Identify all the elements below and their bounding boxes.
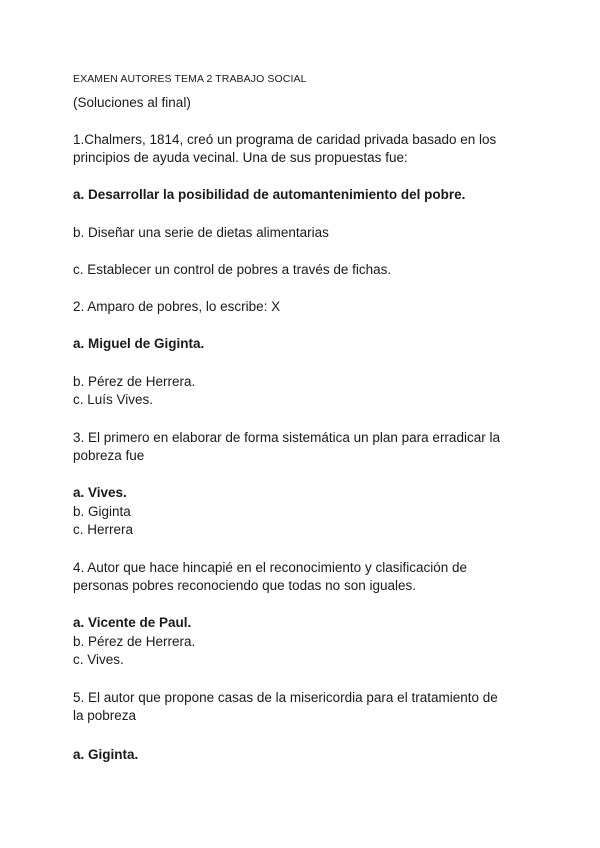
document-subtitle: (Soluciones al final) [73,95,191,110]
question-4-line-2: personas pobres reconociendo que todas no son iguales. [73,578,416,593]
question-1-option-c: c. Establecer un control de pobres a través de fichas. [73,262,392,277]
document-title: EXAMEN AUTORES TEMA 2 TRABAJO SOCIAL [73,73,307,85]
question-2-line-1: 2. Amparo de pobres, lo escribe: X [73,299,281,314]
question-5-line-1: 5. El autor que propone casas de la misericordia para el tratamiento de [73,690,498,705]
question-3-option-c: c. Herrera [73,522,134,537]
question-3-line-2: pobreza fue [73,448,145,463]
question-4-option-b: b. Pérez de Herrera. [73,634,196,649]
question-3-option-b: b. Giginta [73,504,131,519]
question-2-option-c: c. Luís Vives. [73,392,154,407]
question-5-line-2: la pobreza [73,708,137,723]
question-4-option-c: c. Vives. [73,652,124,667]
question-1-answer-a: a. Desarrollar la posibilidad de automantenimiento del pobre. [73,187,466,202]
question-3-line-1: 3. El primero en elaborar de forma sistemática un plan para erradicar la [73,430,500,445]
question-4-line-1: 4. Autor que hace hincapié en el reconocimiento y clasificación de [73,560,467,575]
question-2-option-b: b. Pérez de Herrera. [73,374,196,389]
question-1-line-1: 1.Chalmers, 1814, creó un programa de caridad privada basado en los [73,132,497,147]
question-5-answer-a: a. Giginta. [73,747,139,762]
question-1-line-2: principios de ayuda vecinal. Una de sus propuestas fue: [73,150,408,165]
question-3-answer-a: a. Vives. [73,485,127,500]
question-4-answer-a: a. Vicente de Paul. [73,615,192,630]
question-1-option-b: b. Diseñar una serie de dietas alimentarias [73,225,329,240]
question-2-answer-a: a. Miguel de Giginta. [73,336,205,351]
